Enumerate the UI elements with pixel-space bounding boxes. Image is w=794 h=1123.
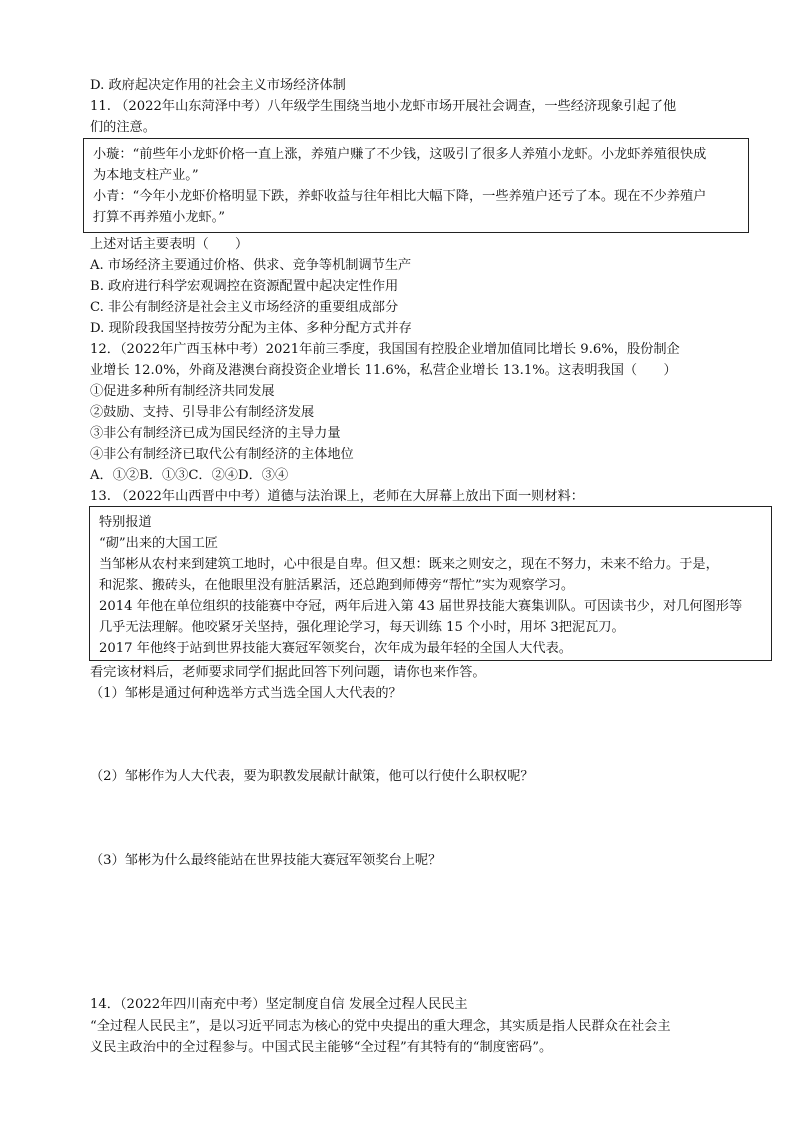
q13-stem: 13. （2022年山西晋中中考）道德与法治课上，老师在大屏幕上放出下面一则材料： (90, 489, 584, 504)
q13-box-heading: 特别报道 (99, 515, 152, 530)
q11-box-line: 小璇：“前些年小龙虾价格一直上涨，养殖户赚了不少钱，这吸引了很多人养殖小龙虾。小龙虾养殖很快成 (93, 147, 707, 162)
q14-stem: 14．（2022年四川南充中考）坚定制度自信 发展全过程人民民主 (90, 997, 468, 1012)
q11-box-line: 为本地支柱产业。” (93, 168, 199, 183)
q11-option-a: A. 市场经济主要通过价格、供求、竞争等机制调节生产 (90, 258, 412, 273)
q14-line1: “全过程人民民主”，是以习近平同志为核心的党中央提出的重大理念，其实质是指人民群众在社会主 (90, 1019, 671, 1034)
q13-box-title: “砌”出来的大国工匠 (99, 536, 218, 551)
q13-box-line: 几乎无法理解。他咬紧牙关坚持，强化理论学习，每天训练 15 个小时，用坏 3把泥瓦刀。 (99, 620, 625, 635)
q13-box-line: 2014 年他在单位组织的技能赛中夺冠，两年后进入第 43 届世界技能大赛集训队。可因读书少，对几何图形等 (99, 599, 743, 614)
q11-stem-line2: 们的注意。 (90, 120, 156, 135)
q13-material-box (89, 506, 772, 661)
q12-item: ③非公有制经济已成为国民经济的主导力量 (90, 426, 341, 441)
q14-line2: 义民主政治中的全过程参与。中国式民主能够“全过程”有其特有的“制度密码”。 (90, 1040, 553, 1055)
q13-sub2: （2）邹彬作为人大代表，要为职教发展献计献策，他可以行使什么职权呢？ (90, 769, 534, 784)
q11-question: 上述对话主要表明（ ） (90, 237, 249, 252)
q12-stem-line1: 12．（2022年广西玉林中考）2021年前三季度，我国国有控股企业增加值同比增长 9.6%，股份制企 (90, 342, 680, 357)
q12-choices: A．①②B．①③C．②④D．③④ (90, 468, 289, 483)
q11-stem-line1: 11. （2022年山东菏泽中考）八年级学生围绕当地小龙虾市场开展社会调查，一些经济现象引起了他 (90, 99, 677, 114)
q11-option-b: B. 政府进行科学宏观调控在资源配置中起决定性作用 (90, 279, 399, 294)
q12-item: ④非公有制经济已取代公有制经济的主体地位 (90, 447, 354, 462)
q11-box-line: 小青：“今年小龙虾价格明显下跌，养虾收益与往年相比大幅下降，一些养殖户还亏了本。现在不少养殖户 (93, 189, 707, 204)
q12-stem-line2: 业增长 12.0%，外商及港澳台商投资企业增长 11.6%，私营企业增长 13.1%。这表明我国（ ） (90, 363, 677, 378)
q11-option-c: C. 非公有制经济是社会主义市场经济的重要组成部分 (90, 300, 399, 315)
q11-box-line: 打算不再养殖小龙虾。” (93, 210, 226, 225)
q13-box-line: 当邹彬从农村来到建筑工地时，心中很是自卑。但又想：既来之则安之，现在不努力，未来不给力。于是， (99, 557, 719, 572)
q13-after-box: 看完该材料后，老师要求同学们据此回答下列问题，请你也来作答。 (90, 665, 486, 680)
q11-option-d: D. 现阶段我国坚持按劳分配为主体、多种分配方式并存 (90, 321, 412, 336)
q13-box-line: 和泥浆、搬砖头，在他眼里没有脏活累活，还总跑到师傅旁“帮忙”实为观察学习。 (99, 578, 575, 593)
q12-item: ①促进多种所有制经济共同发展 (90, 384, 275, 399)
q13-box-line: 2017 年他终于站到世界技能大赛冠军领奖台，次年成为最年轻的全国人大代表。 (99, 641, 572, 656)
q12-item: ②鼓励、支持、引导非公有制经济发展 (90, 405, 315, 420)
q10-option-d: D. 政府起决定作用的社会主义市场经济体制 (90, 78, 346, 93)
q11-dialogue-box (83, 138, 749, 233)
q13-sub3: （3）邹彬为什么最终能站在世界技能大赛冠军领奖台上呢？ (90, 853, 442, 868)
q13-sub1: （1）邹彬是通过何种选举方式当选全国人大代表的？ (90, 686, 402, 701)
